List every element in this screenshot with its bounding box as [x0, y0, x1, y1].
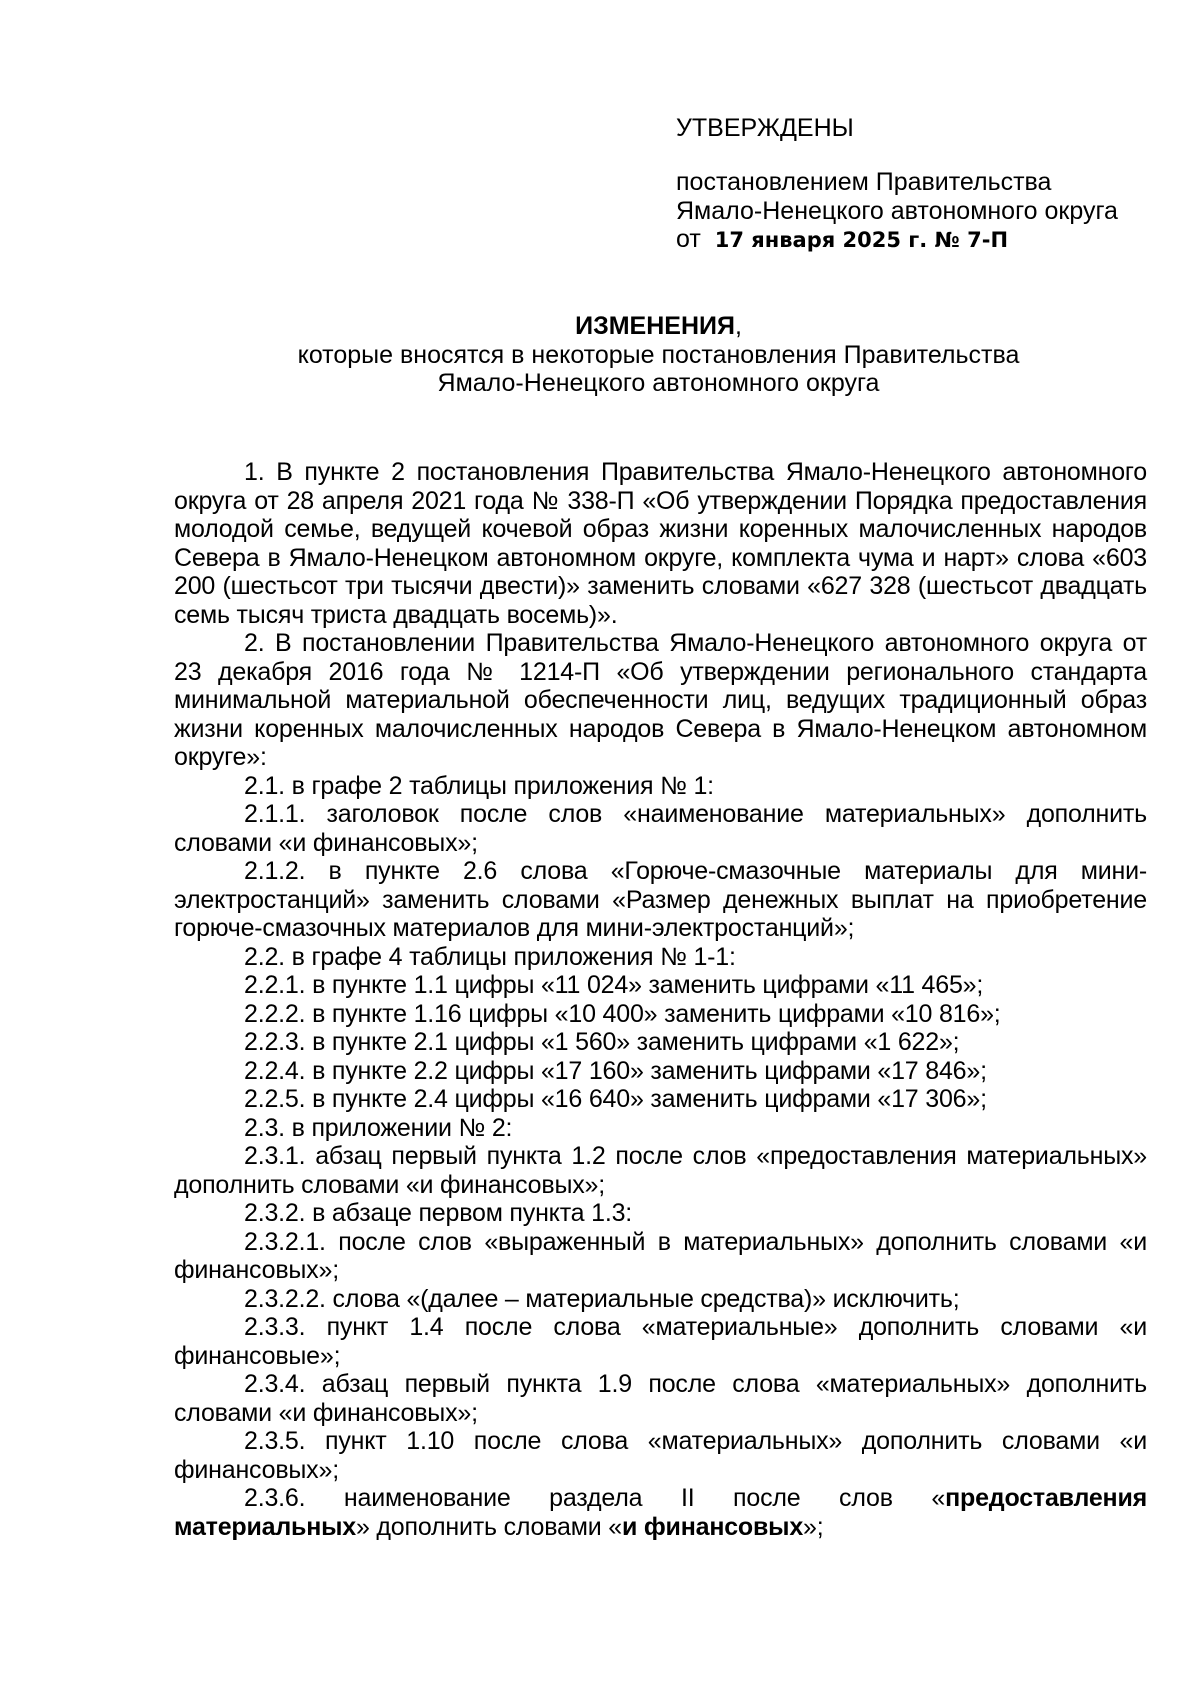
paragraph: 2.3.5. пункт 1.10 после слова «материальных» дополнить словами «и финансовых»;: [174, 1427, 1147, 1484]
paragraph: 2.2. в графе 4 таблицы приложения № 1-1:: [244, 942, 736, 971]
paragraph: 2.3.4. абзац первый пункта 1.9 после слова «материальных» дополнить словами «и финансовых»;: [174, 1370, 1147, 1427]
title-line-3: Ямало-Ненецкого автономного округа: [437, 369, 880, 397]
title-main-suffix: ,: [734, 312, 742, 340]
paragraph: 2.1.1. заголовок после слов «наименование материальных» дополнить словами «и финансовых»;: [174, 800, 1147, 857]
last-suffix: »;: [803, 1512, 824, 1541]
paragraph: 2.2.5. в пункте 2.4 цифры «16 640» заменить цифрами «17 306»;: [244, 1085, 987, 1113]
last-prefix: 2.3.6. наименование раздела II после слов «: [244, 1484, 946, 1512]
approved-heading: УТВЕРЖДЕНЫ: [676, 114, 854, 142]
approval-line-1: постановлением Правительства: [676, 168, 1052, 196]
paragraph: 2. В постановлении Правительства Ямало-Ненецкого автономного округа от 23 декабря 2016 года № 1214-П «Об утверждении регионального стандарта минимальной материальной обеспеченности лиц, ведущих традиционный образ жизни коренных малочисленных народов Севера в Ямало-Ненецком автономном округе»:: [174, 629, 1147, 771]
paragraph: 2.3.3. пункт 1.4 после слова «материальные» дополнить словами «и финансовые»;: [174, 1313, 1147, 1370]
last-middle: » дополнить словами «: [355, 1512, 622, 1541]
title-main: ИЗМЕНЕНИЯ: [575, 312, 735, 340]
document-body: [174, 458, 1147, 1541]
paragraph: 2.3.2.2. слова «(далее – материальные средства)» исключить;: [244, 1284, 960, 1313]
paragraph: 2.1. в графе 2 таблицы приложения № 1:: [244, 771, 714, 800]
paragraph: 2.2.4. в пункте 2.2 цифры «17 160» заменить цифрами «17 846»;: [244, 1056, 987, 1085]
paragraph: 2.1.2. в пункте 2.6 слова «Горюче-смазочные материалы для мини-электростанций» заменить словами «Размер денежных выплат на приобретение горюче-смазочных материалов для мини-электростанций»;: [174, 857, 1147, 942]
title-line-2: которые вносятся в некоторые постановления Правительства: [297, 340, 1020, 369]
paragraph: 2.2.1. в пункте 1.1 цифры «11 024» заменить цифрами «11 465»;: [244, 971, 984, 999]
approval-date-line: [676, 225, 1156, 255]
paragraph: 2.3.2.1. после слов «выраженный в материальных» дополнить словами «и финансовых»;: [174, 1227, 1147, 1284]
document-title: [170, 312, 1147, 398]
paragraph: 2.2.3. в пункте 2.1 цифры «1 560» заменить цифрами «1 622»;: [244, 1028, 960, 1056]
last-bold-2: и финансовых: [621, 1512, 804, 1541]
approval-date-value: 17 января 2025 г. № 7-П: [714, 228, 1009, 252]
approval-block: [676, 112, 1156, 255]
paragraph: 2.3.2. в абзаце первом пункта 1.3:: [244, 1199, 633, 1227]
paragraph: 2.3.1. абзац первый пункта 1.2 после слов «предоставления материальных» дополнить словами «и финансовых»;: [174, 1142, 1147, 1199]
title-main-line: [170, 312, 1147, 341]
paragraph: 2.2.2. в пункте 1.16 цифры «10 400» заменить цифрами «10 816»;: [244, 999, 1001, 1028]
approval-line-2: Ямало-Ненецкого автономного округа: [676, 196, 1118, 225]
paragraph-last: [174, 1484, 1147, 1541]
paragraph: 2.3. в приложении № 2:: [244, 1113, 513, 1142]
paragraph: 1. В пункте 2 постановления Правительства Ямало-Ненецкого автономного округа от 28 апреля 2021 года № 338-П «Об утверждении Порядка предоставления молодой семье, ведущей кочевой образ жизни коренных малочисленных народов Севера в Ямало-Ненецком автономном округе, комплекта чума и нарт» слова «603 200 (шестьсот три тысячи двести)» заменить словами «627 328 (шестьсот двадцать семь тысяч триста двадцать восемь)».: [174, 458, 1147, 629]
last-bold-1: предоставления материальных: [174, 1484, 1147, 1541]
approval-date-prefix: от: [676, 225, 701, 253]
